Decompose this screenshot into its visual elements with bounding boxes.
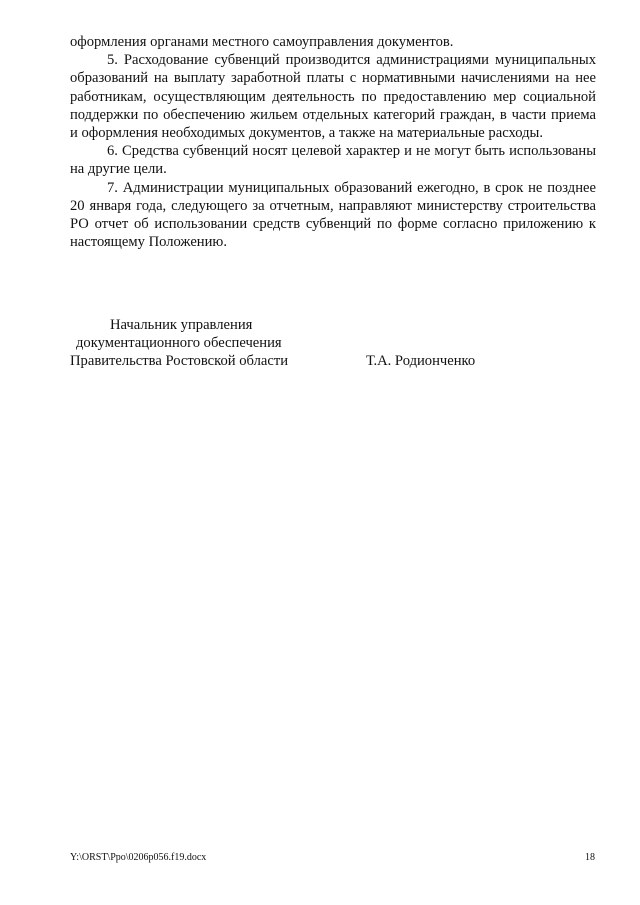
paragraph-6: 6. Средства субвенций носят целевой характер и не могут быть использованы на другие цели. bbox=[70, 143, 596, 178]
signature-position-line-1: Начальник управления bbox=[110, 317, 253, 333]
document-body bbox=[70, 33, 596, 251]
paragraph-continuation: оформления органами местного самоуправления документов. bbox=[70, 34, 454, 50]
signature-position-line-3: Правительства Ростовской области bbox=[70, 353, 289, 369]
paragraph-5: 5. Расходование субвенций производится администрациями муниципальных образований на выплату заработной платы с нормативными начислениями на нее работникам, осуществляющим деятельность по предоставлению мер социальной поддержки по обеспечению жильем отдельных категорий граждан, в части приема и оформления необходимых документов, а также на материальные расходы. bbox=[70, 52, 596, 142]
signature-position-line-2: документационного обеспечения bbox=[76, 335, 282, 351]
footer-file-path: Y:\ORST\Ppo\0206p056.f19.docx bbox=[70, 852, 207, 863]
signatory-name: Т.А. Родионченко bbox=[366, 353, 476, 369]
paragraph-7: 7. Администрации муниципальных образований ежегодно, в срок не позднее 20 января года, следующего за отчетным, направляют министерству строительства РО отчет об использовании средств субвенций по форме согласно приложению к настоящему Положению. bbox=[70, 179, 596, 251]
footer-page-number: 18 bbox=[585, 852, 595, 863]
